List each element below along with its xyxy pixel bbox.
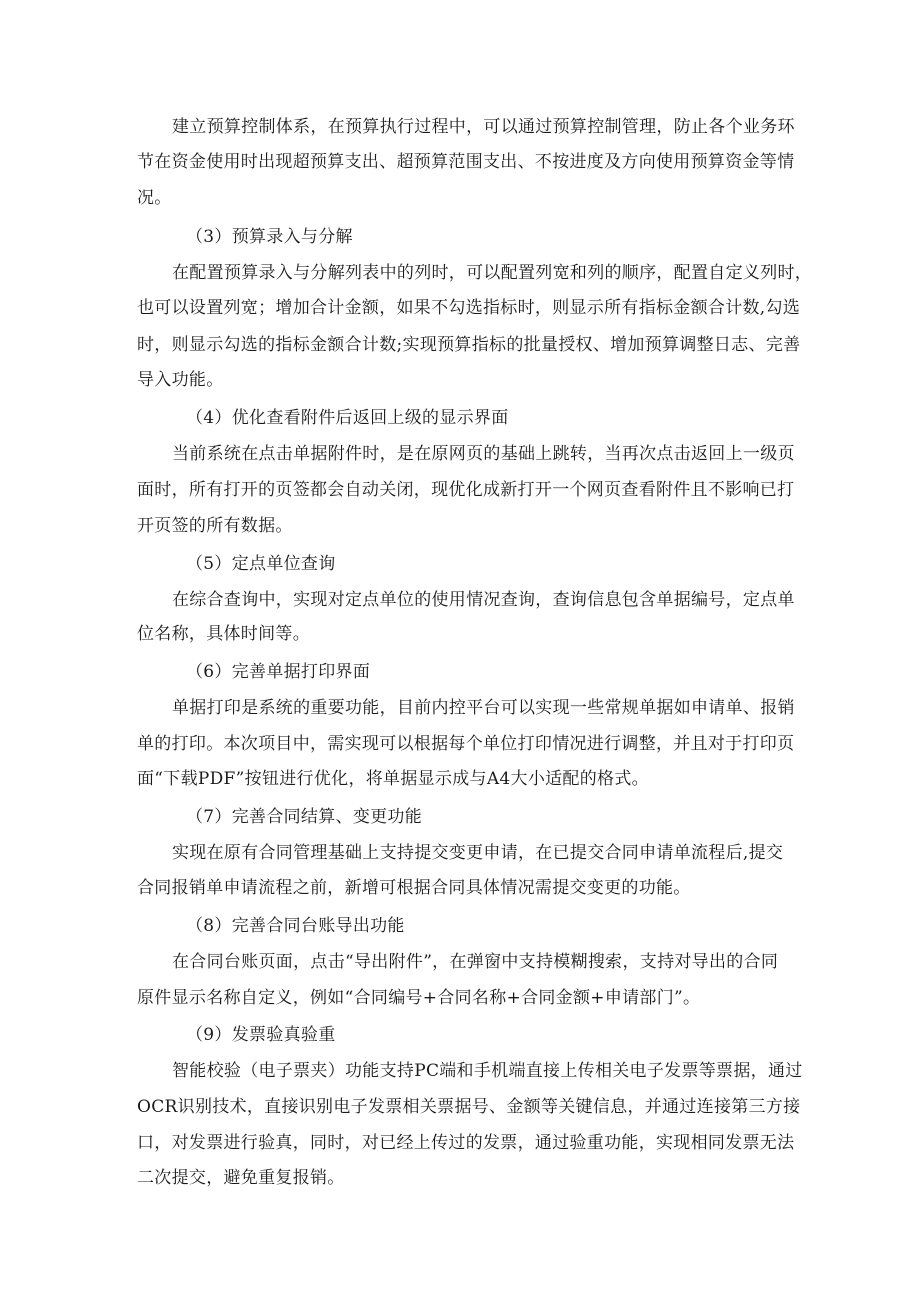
paragraph-budget-entry-line-4: 导入功能。	[137, 370, 224, 390]
paragraph-budget-control-line-1: 建立预算控制体系，在预算执行过程中，可以通过预算控制管理，防止各个业务环	[172, 117, 795, 137]
heading-attachment-view: （4）优化查看附件后返回上级的显示界面	[186, 408, 509, 428]
paragraph-invoice-verification-line-4: 二次提交，避免重复报销。	[137, 1168, 345, 1188]
paragraph-attachment-view-line-1: 当前系统在点击单据附件时，是在原网页的基础上跳转，当再次点击返回上一级页	[172, 444, 795, 464]
heading-print-interface: （6）完善单据打印界面	[186, 662, 371, 682]
paragraph-contract-settlement-line-1: 实现在原有合同管理基础上支持提交变更申请，在已提交合同申请单流程后,提交	[172, 843, 784, 863]
heading-invoice-verification: （9）发票验真验重	[186, 1025, 336, 1045]
paragraph-budget-entry-line-1: 在配置预算录入与分解列表中的列时，可以配置列宽和列的顺序，配置自定义列时，	[172, 263, 813, 283]
paragraph-print-interface-line-2: 单的打印。本次项目中，需实现可以根据每个单位打印情况进行调整，并且对于打印页	[137, 734, 795, 754]
heading-contract-settlement: （7）完善合同结算、变更功能	[186, 807, 423, 827]
paragraph-print-interface-line-1: 单据打印是系统的重要功能，目前内控平台可以实现一些常规单据如申请单、报销	[172, 698, 795, 718]
paragraph-budget-entry-line-2: 也可以设置列宽；增加合计金额，如果不勾选指标时，则显示所有指标金额合计数,勾选	[137, 298, 801, 318]
heading-budget-entry: （3）预算录入与分解	[186, 227, 353, 247]
paragraph-print-interface-line-3: 面“下载PDF”按钮进行优化，将单据显示成与A4大小适配的格式。	[137, 769, 649, 789]
paragraph-invoice-verification-line-3: 口，对发票进行验真，同时，对已经上传过的发票，通过验重功能，实现相同发票无法	[137, 1133, 795, 1153]
paragraph-budget-control-line-2: 节在资金使用时出现超预算支出、超预算范围支出、不按进度及方向使用预算资金等情	[137, 152, 795, 172]
heading-contract-ledger-export: （8）完善合同台账导出功能	[186, 916, 405, 936]
paragraph-designated-unit-line-2: 位名称，具体时间等。	[137, 624, 310, 644]
paragraph-attachment-view-line-3: 开页签的所有数据。	[137, 516, 293, 536]
paragraph-invoice-verification-line-1: 智能校验（电子票夹）功能支持PC端和手机端直接上传相关电子发票等票据，通过	[172, 1061, 803, 1081]
paragraph-contract-ledger-line-1: 在合同台账页面，点击“导出附件”，在弹窗中支持模糊搜索，支持对导出的合同	[172, 952, 779, 972]
heading-designated-unit-query: （5）定点单位查询	[186, 554, 336, 574]
paragraph-designated-unit-line-1: 在综合查询中，实现对定点单位的使用情况查询，查询信息包含单据编号，定点单	[172, 590, 795, 610]
paragraph-attachment-view-line-2: 面时，所有打开的页签都会自动关闭，现优化成新打开一个网页查看附件且不影响已打	[137, 480, 795, 500]
paragraph-contract-ledger-line-2: 原件显示名称自定义，例如“合同编号+合同名称+合同金额+申请部门”。	[137, 988, 701, 1008]
paragraph-budget-entry-line-3: 时，则显示勾选的指标金额合计数;实现预算指标的批量授权、增加预算调整日志、完善	[137, 335, 801, 355]
paragraph-invoice-verification-line-2: OCR识别技术，直接识别电子发票相关票据号、金额等关键信息，并通过连接第三方接	[137, 1097, 801, 1117]
paragraph-contract-settlement-line-2: 合同报销单申请流程之前，新增可根据合同具体情况需提交变更的功能。	[137, 878, 691, 898]
paragraph-budget-control-line-3: 况。	[137, 188, 172, 208]
